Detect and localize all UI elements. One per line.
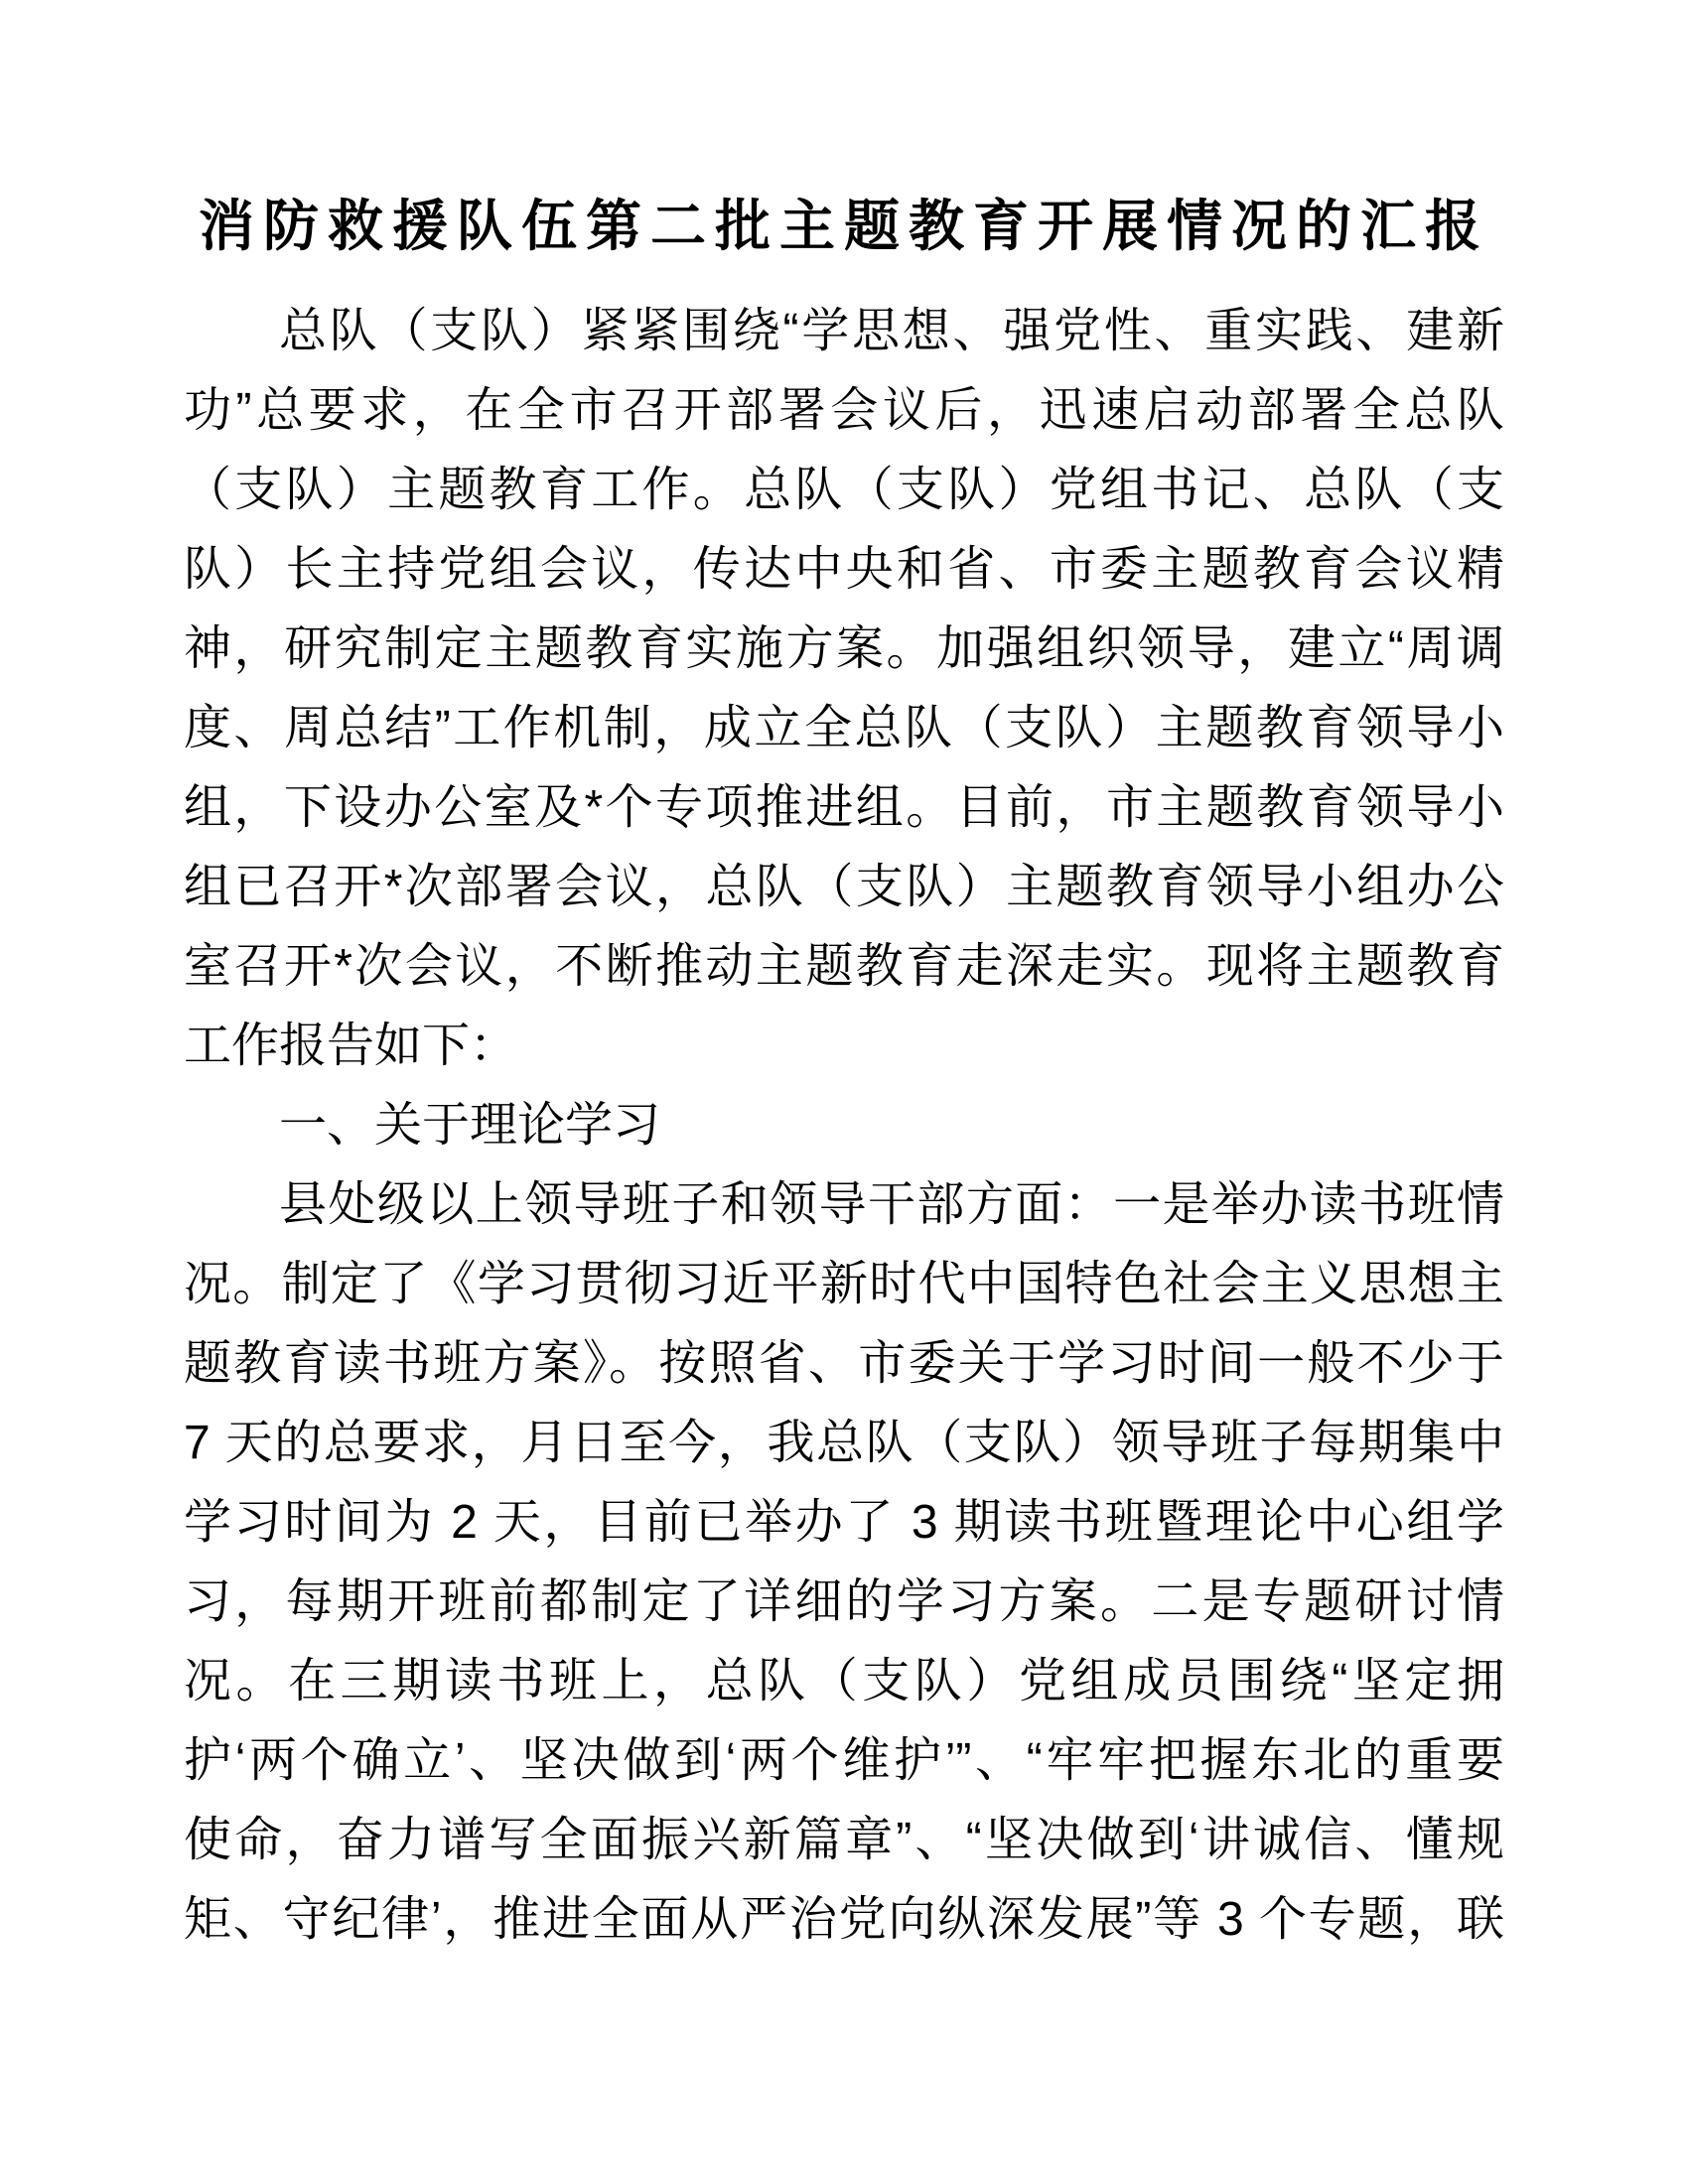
document-body [184,292,1504,1960]
document-content [184,189,1504,1960]
text-line: 工作报告如下： [184,1019,518,1072]
text-line: 学习时间为 2 天，目前已举办了 3 期读书班暨理论中心组学 [184,1495,1504,1549]
text-line: 度、周总结”工作机制，成立全总队（支队）主题教育领导小 [184,701,1504,754]
text-line: 使命，奋力谱写全面振兴新篇章”、“坚决做到‘讲诚信、懂规 [184,1813,1504,1866]
text-line: 况。在三期读书班上，总队（支队）党组成员围绕“坚定拥 [184,1654,1504,1707]
text-line: 组已召开*次部署会议，总队（支队）主题教育领导小组办公 [184,860,1504,913]
text-line: 功”总要求，在全市召开部署会议后，迅速启动部署全总队 [184,383,1504,437]
text-line: 况。制定了《学习贯彻习近平新时代中国特色社会主义思想主 [184,1257,1504,1310]
text-line: 总队（支队）紧紧围绕“学思想、强党性、重实践、建新 [279,304,1504,357]
text-line: 一、关于理论学习 [279,1098,661,1152]
text-line: 神，研究制定主题教育实施方案。加强组织领导，建立“周调 [184,621,1504,675]
text-line: （支队）主题教育工作。总队（支队）党组书记、总队（支 [184,463,1504,516]
document-title: 消防救援队伍第二批主题教育开展情况的汇报 [199,195,1489,257]
text-line: 题教育读书班方案》。按照省、市委关于学习时间一般不少于 [184,1336,1504,1390]
text-line: 7 天的总要求，月日至今，我总队（支队）领导班子每期集中 [184,1416,1504,1469]
text-line: 县处级以上领导班子和领导干部方面：一是举办读书班情 [279,1177,1504,1231]
text-line: 矩、守纪律’，推进全面从严治党向纵深发展”等 3 个专题，联 [184,1892,1504,1946]
text-line: 习，每期开班前都制定了详细的学习方案。二是专题研讨情 [184,1574,1504,1628]
text-line: 组，下设办公室及*个专项推进组。目前，市主题教育领导小 [184,780,1504,834]
text-line: 室召开*次会议，不断推动主题教育走深走实。现将主题教育 [184,939,1504,993]
text-line: 护‘两个确立’、坚决做到‘两个维护’”、“牢牢把握东北的重要 [184,1733,1504,1787]
text-line: 队）长主持党组会议，传达中央和省、市委主题教育会议精 [184,542,1504,596]
